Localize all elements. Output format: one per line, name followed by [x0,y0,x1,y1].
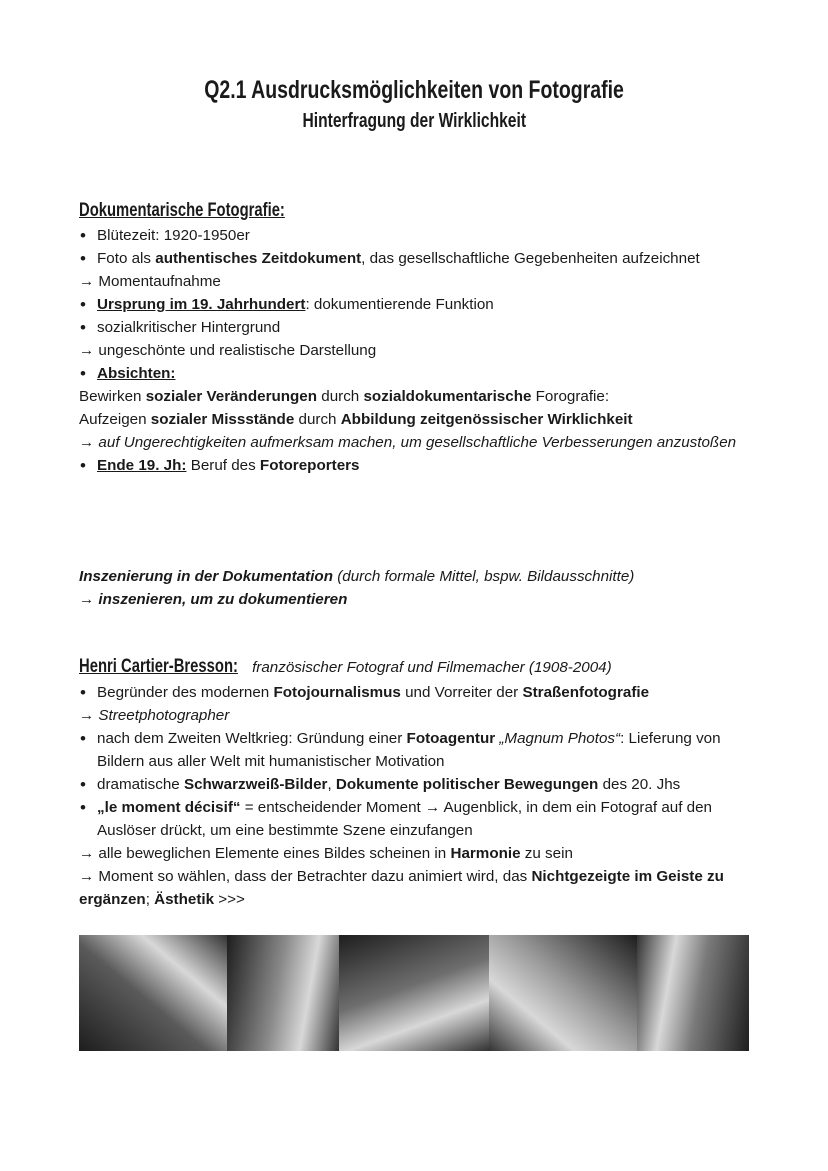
bullet-item [79,773,759,796]
text-segment: → Moment so wählen, dass der Betrachter dazu animiert wird, das [79,868,532,885]
text-line [79,588,759,611]
text-segment: → [79,434,99,451]
text-segment: → alle beweglichen Elemente eines Bildes scheinen in [79,845,451,862]
text-line [79,270,759,293]
text-segment: → [79,707,99,724]
bullet-item [79,316,759,339]
text-segment: Straßenfotografie [522,684,650,701]
text-line [79,842,759,865]
text-segment: „le moment décisif“ [97,799,241,816]
text-segment: ; [145,891,155,908]
text-segment: Aufzeigen [79,411,151,428]
section-documentary-photography [79,198,759,477]
bombed-wall-children-photo [489,935,637,1051]
text-segment: , das gesellschaftliche Gegebenheiten aufzeichnet [361,250,700,267]
text-segment: , [327,776,336,793]
text-segment: Ästhetik [154,891,215,908]
text-segment: „Magnum Photos“ [495,730,621,747]
text-segment: durch [294,411,341,428]
bullet-item [79,362,759,385]
text-segment: Ende 19. Jh: [97,457,187,474]
text-segment: und Vorreiter der [400,684,523,701]
text-segment: sozialer Missstände [150,411,295,428]
men-with-hats-photo [339,935,489,1051]
text-segment: Inszenierung in der Dokumentation [79,568,333,585]
text-segment: → Momentaufnahme [79,273,221,290]
text-line [79,385,759,408]
text-segment: = entscheidender Moment → Augenblick, in dem ein Fotograf auf den Auslöser drückt, um eine bestimmte Szene einzufangen [97,799,713,839]
text-segment: Streetphotographer [98,707,230,724]
bullet-item [79,293,759,316]
text-segment: Beruf des [186,457,260,474]
text-segment: Forografie: [531,388,610,405]
text-segment: nach dem Zweiten Weltkrieg: Gründung einer [97,730,407,747]
bullet-item [79,796,759,842]
text-segment: (durch formale Mittel, bspw. Bildausschnitte) [333,568,635,585]
text-segment: Fotoreporters [259,457,360,474]
text-line [79,565,759,588]
stairs-cyclist-photo [79,935,227,1051]
text-line [79,339,759,362]
bullet-item [79,224,759,247]
text-segment: Abbildung zeitgenössischer Wirklichkeit [340,411,633,428]
bullet-item [79,681,759,704]
text-segment: Foto als [97,250,156,267]
section-heading: Henri Cartier-Bresson: französischer Fotograf und Filmemacher (1908-2004) [79,656,612,677]
text-line [79,431,759,454]
text-line [79,704,759,727]
text-segment: Nichtgezeigte im Geiste zu ergänzen [79,868,724,908]
text-segment: sozialkritischer Hintergrund [97,319,281,336]
bullet-item [79,247,759,270]
text-segment: Fotojournalismus [273,684,401,701]
text-segment: → ungeschönte und realistische Darstellung [79,342,377,359]
text-segment: authentisches Zeitdokument [155,250,362,267]
photo-strip [79,935,749,1051]
section-cartier-bresson [79,654,759,911]
text-segment: Blütezeit: 1920-1950er [97,227,250,244]
text-segment: zu sein [520,845,573,862]
puddle-jumper-photo [227,935,339,1051]
page-subtitle: Hinterfragung der Wirklichkeit [302,110,526,132]
bullet-item [79,454,759,477]
text-segment: durch [317,388,364,405]
text-segment: : dokumentierende Funktion [305,296,494,313]
bullet-item [79,727,759,773]
text-segment: sozialer Veränderungen [145,388,318,405]
text-segment: dramatische [97,776,184,793]
text-segment: Fotoagentur [406,730,496,747]
text-segment: Dokumente politischer Bewegungen [335,776,599,793]
page-title: Q2.1 Ausdrucksmöglichkeiten von Fotografie [204,76,624,104]
text-segment: Absichten: [97,365,176,382]
text-segment: >>> [214,891,245,908]
text-segment: Begründer des modernen [97,684,274,701]
heading-suffix: französischer Fotograf und Filmemacher (1908-2004) [252,659,612,676]
text-segment: Harmonie [450,845,521,862]
text-segment: sozialdokumentarische [363,388,532,405]
text-segment: : Lieferung von Bildern aus aller Welt mit humanistischer Motivation [97,730,721,770]
text-line [79,408,759,431]
text-segment: Ursprung im 19. Jahrhundert [97,296,306,313]
text-segment: → inszenieren, um zu dokumentieren [79,591,348,608]
text-line [79,865,759,911]
text-segment: Bewirken [79,388,146,405]
text-segment: auf Ungerechtigkeiten aufmerksam machen, um gesellschaftliche Verbesserungen anzustoßen [98,434,737,451]
boy-on-wall-photo [637,935,749,1051]
section-heading: Dokumentarische Fotografie: [79,200,285,221]
text-segment: Schwarzweiß-Bilder [183,776,328,793]
text-segment: des 20. Jhs [598,776,681,793]
section-staging [79,565,759,611]
